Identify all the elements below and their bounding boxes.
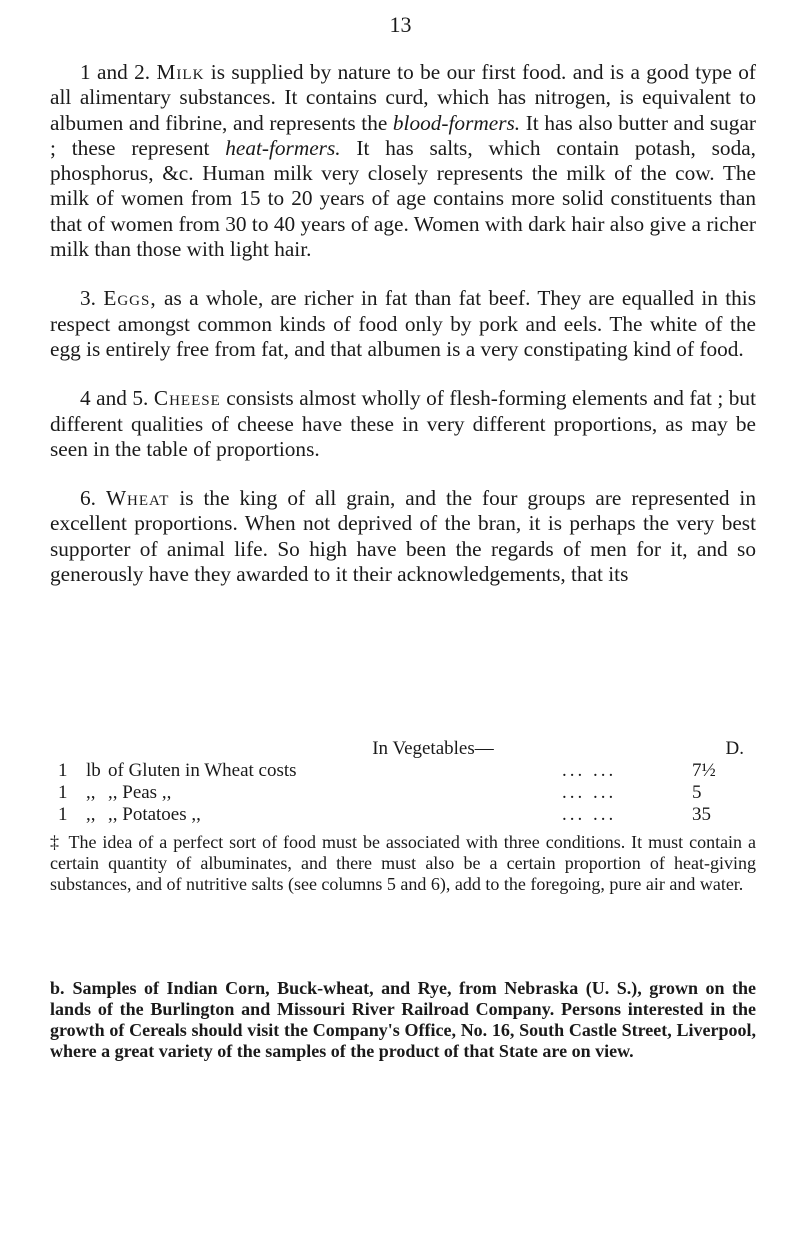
paragraph-number: 1 and 2.	[80, 60, 151, 84]
row-leader-dots: ... ...	[562, 804, 617, 825]
row-price: 5	[692, 782, 702, 803]
paragraph-text: consists almost wholly of flesh-forming elements and fat ; but different qualities of cheese have these in very different proportions, as may be seen in the table of proportions.	[50, 386, 756, 461]
row-quantity: 1	[58, 760, 68, 781]
row-unit: ,,	[86, 804, 96, 825]
row-quantity: 1	[58, 782, 68, 803]
paragraph-text: It has also butter and sugar ; these represent	[50, 110, 756, 160]
paragraph-milk	[50, 60, 756, 262]
body-text	[50, 60, 756, 587]
paragraph-text: as a whole, are richer in fat than fat beef. They are equalled in this respect amongst common kinds of food only by pork and eels. The white of the egg is entirely free from fat, and that albumen is a very constipating kind of food.	[50, 286, 756, 361]
footnote-mark: ‡	[50, 832, 61, 852]
row-leader-dots: ... ...	[562, 782, 617, 803]
row-item: ,, Peas ,,	[108, 782, 172, 803]
paragraph-text: is supplied by nature to be our first food. and is a good type of all alimentary substances. It contains curd, which has nitrogen, is equivalent to albumen and fibrine, and represents the	[50, 60, 757, 135]
row-unit: lb	[86, 760, 101, 781]
gluten-cost-table	[50, 738, 756, 826]
paragraph-text: It has salts, which contain potash, soda, phosphorus, &c. Human milk very closely represents the milk of the cow. The milk of women from 15 to 20 years of age contains more solid constituents than that of women from 30 to 40 years of age. Women with dark hair also give a richer milk than those with light hair.	[50, 135, 756, 262]
paragraph-heading: Wheat	[105, 486, 170, 511]
paragraph-heading: Eggs,	[103, 286, 157, 311]
paragraph-wheat	[50, 486, 756, 587]
row-item: ,, Potatoes ,,	[108, 804, 201, 825]
italic-term: blood-formers.	[392, 110, 521, 135]
footnote-text: The idea of a perfect sort of food must be associated with three conditions. It must contain a certain quantity of albuminates, and there must also be a certain proportion of heat-giving substances, and of nutritive salts (see columns 5 and 6), add to the foregoing, pure air and water.	[50, 832, 757, 894]
row-price: 35	[692, 804, 711, 825]
table-row	[50, 804, 756, 826]
row-item: of Gluten in Wheat costs	[108, 760, 297, 781]
paragraph-eggs	[50, 286, 756, 362]
paragraph-heading: Milk	[156, 60, 205, 84]
price-column-header: D.	[725, 738, 744, 759]
footnote-samples	[50, 978, 756, 1062]
paragraph-number: 4 and 5.	[80, 386, 149, 411]
footnote-perfect-food	[50, 832, 756, 895]
table-row	[50, 760, 756, 782]
table-row	[50, 782, 756, 804]
footnote-mark: b.	[50, 978, 65, 998]
paragraph-number: 3.	[80, 286, 96, 311]
paragraph-heading: Cheese	[153, 386, 221, 411]
paragraph-text: is the king of all grain, and the four groups are represented in excellent proportions. When not deprived of the bran, it is perhaps the very best supporter of animal life. So high have been the regards of men for it, and so generously have they awarded to it their acknowledgements, that its	[50, 486, 756, 587]
paragraph-cheese	[50, 386, 756, 462]
italic-term: heat-formers.	[225, 135, 341, 160]
row-quantity: 1	[58, 804, 68, 825]
paragraph-number: 6.	[80, 486, 96, 511]
page-number: 13	[389, 12, 412, 37]
footnote-text: Samples of Indian Corn, Buck-wheat, and Rye, from Nebraska (U. S.), grown on the lands of the Burlington and Missouri River Railroad Company. Persons interested in the growth of Cereals should visit the Company's Office, No. 16, South Castle Street, Liverpool, where a great variety of the samples of the product of that State are on view.	[50, 978, 756, 1061]
row-leader-dots: ... ...	[562, 760, 617, 781]
table-heading-row	[50, 738, 756, 760]
table-heading: In Vegetables—	[372, 738, 494, 759]
row-price: 7½	[692, 760, 716, 781]
row-unit: ,,	[86, 782, 96, 803]
